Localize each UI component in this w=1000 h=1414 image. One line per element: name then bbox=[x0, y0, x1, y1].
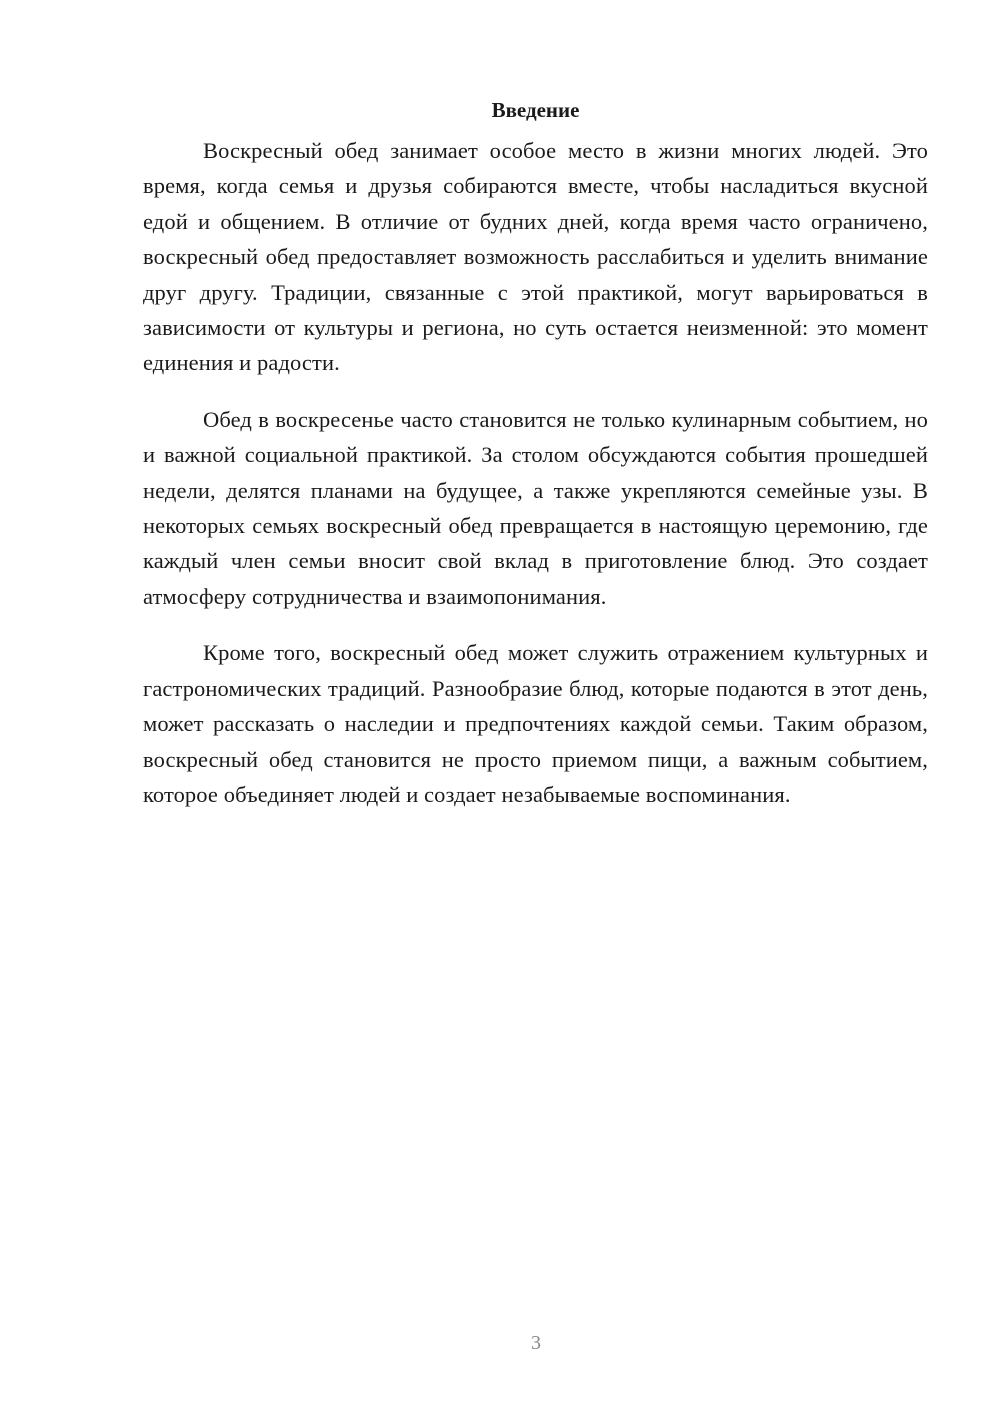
paragraph-1: Воскресный обед занимает особое место в жизни многих людей. Это время, когда семья и друзья собираются вместе, чтобы насладиться вкусной едой и общением. В отличие от будних дней, когда время часто ограничено, воскресный обед предоставляет возможность расслабиться и уделить внимание друг другу. Традиции, связанные с этой практикой, могут варьироваться в зависимости от культуры и региона, но суть остается неизменной: это момент единения и радости. bbox=[143, 138, 928, 376]
paragraph-2: Обед в воскресенье часто становится не только кулинарным событием, но и важной социальной практикой. За столом обсуждаются события прошедшей недели, делятся планами на будущее, а также укрепляются семейные узы. В некоторых семьях воскресный обед превращается в настоящую церемонию, где каждый член семьи вносит свой вклад в приготовление блюд. Это создает атмосферу сотрудничества и взаимопонимания. bbox=[143, 406, 928, 609]
page-content bbox=[143, 95, 928, 833]
page-number: 3 bbox=[531, 1332, 541, 1354]
section-title: Введение bbox=[491, 98, 580, 122]
paragraph-3: Кроме того, воскресный обед может служить отражением культурных и гастрономических традиций. Разнообразие блюд, которые подаются в этот день, может рассказать о наследии и предпочтениях каждой семьи. Таким образом, воскресный обед становится не просто приемом пищи, а важным событием, которое объединяет людей и создает незабываемые воспоминания. bbox=[143, 640, 928, 807]
